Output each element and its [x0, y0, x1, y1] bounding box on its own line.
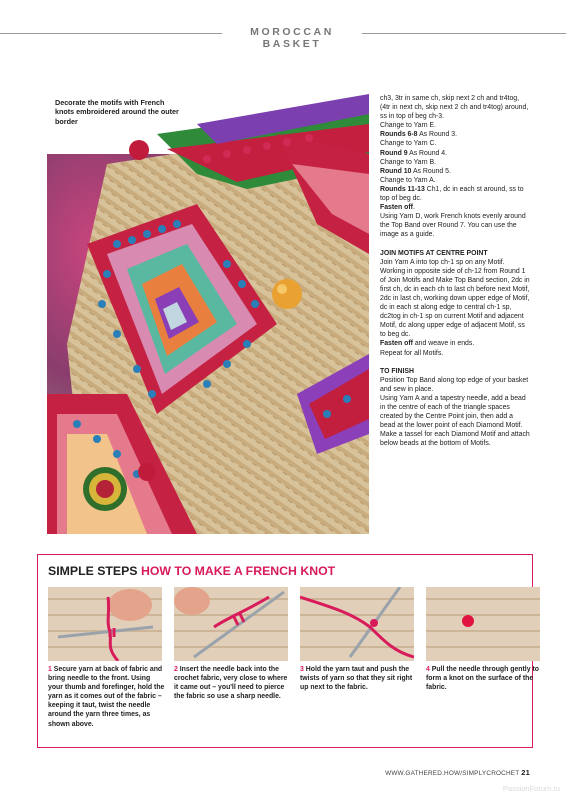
- french-knot-heading: HOW TO MAKE A FRENCH KNOT: [140, 564, 336, 578]
- instruction-text: .: [412, 204, 415, 212]
- instruction-bold-text: Round 9: [380, 149, 408, 157]
- step-2-illustration: [174, 587, 288, 661]
- instruction-bold-text: JOIN MOTIFS AT CENTRE POINT: [380, 249, 488, 257]
- instruction-text: Using Yarn A and a tapestry needle, add a bead in the centre of each of the triangle spaces created by the Centre Point join, then add a bead at the lower point of each Diamond Motif. Make a tassel for each Diamond Motif and attach below beads at the bottom of Motifs.: [380, 394, 530, 448]
- step-description: Secure yarn at back of fabric and bring needle to the front. Using your thumb and forefinger, hold the yarn as it comes out of the fabric – keeping it taut, twist the needle around the yarn three times, as shown above.: [48, 666, 165, 728]
- paragraph-gap: [380, 358, 530, 367]
- header-rule-right: [362, 33, 566, 34]
- step-number: 2: [174, 666, 178, 673]
- instruction-paragraph: [380, 212, 530, 239]
- simple-steps-title: [48, 564, 335, 578]
- instruction-paragraph: [380, 249, 530, 258]
- instruction-text: Change to Yarn A.: [380, 176, 436, 184]
- step-description: Pull the needle through gently to form a knot on the surface of the fabric.: [426, 666, 539, 692]
- instruction-bold-text: Fasten off: [380, 204, 413, 212]
- step-1-image: [48, 587, 162, 661]
- step-number: 1: [48, 666, 52, 673]
- instruction-text: and weave in ends.: [412, 340, 475, 348]
- instruction-paragraph: [380, 394, 530, 449]
- watermark: PassionForum.ru: [502, 784, 560, 793]
- step-2-text: [174, 665, 292, 701]
- instruction-paragraph: [380, 203, 530, 212]
- instruction-paragraph: [380, 258, 530, 340]
- photo-caption: Decorate the motifs with French knots embroidered around the outer border: [55, 98, 179, 126]
- page-footer: [330, 768, 530, 777]
- instruction-text: Join Yarn A into top ch-1 sp on any Motif. Working in opposite side of ch-12 from Round 1 of Join Motifs and Make Top Band section, 2dc in first ch, dc in each ch to last ch before next Motif, 2dc in last ch, working down upper edge of Motif, dc in each st along edge to central ch-1 sp, dc2tog in ch-1 sp on current Motif and adjacent Motif, dc along upper edge of adjacent Motif, ss to beg dc.: [380, 258, 530, 339]
- instruction-text: As Round 3.: [417, 131, 457, 139]
- step-3-text: [300, 665, 418, 692]
- step-4-illustration: [426, 587, 540, 661]
- instructions-column: [380, 94, 530, 448]
- instruction-bold-text: Rounds 11-13: [380, 185, 425, 193]
- page-section-title: MOROCCAN BASKET: [250, 26, 334, 50]
- step-number: 4: [426, 666, 430, 673]
- instruction-text: As Round 5.: [411, 167, 451, 175]
- step-3-image: [300, 587, 414, 661]
- step-2-image: [174, 587, 288, 661]
- instruction-paragraph: [380, 139, 530, 148]
- instruction-text: Change to Yarn C.: [380, 140, 437, 148]
- instruction-text: Ch1, dc in each st around, ss to top of beg dc.: [380, 185, 524, 203]
- instruction-paragraph: [380, 130, 530, 139]
- instruction-paragraph: [380, 176, 530, 185]
- instruction-paragraph: [380, 158, 530, 167]
- simple-steps-label: SIMPLE STEPS: [48, 564, 138, 578]
- step-4-image: [426, 587, 540, 661]
- step-number: 3: [300, 666, 304, 673]
- instruction-paragraph: [380, 94, 530, 121]
- step-description: Hold the yarn taut and push the twists of yarn so that they sit right up next to the fabric.: [300, 666, 413, 692]
- instruction-paragraph: [380, 167, 530, 176]
- header-rule-left: [0, 33, 222, 34]
- instruction-bold-text: Round 10: [380, 167, 412, 175]
- instruction-text: As Round 4.: [407, 149, 448, 157]
- instruction-text: Change to Yarn B.: [380, 158, 437, 166]
- basket-photo: [47, 94, 369, 534]
- simple-steps-box: [37, 554, 539, 748]
- instruction-paragraph: [380, 339, 530, 348]
- instruction-text: ch3, 3tr in same ch, skip next 2 ch and tr4tog, (4tr in next ch, skip next 2 ch and tr4tog) around, ss in top of beg ch-3.: [380, 95, 529, 121]
- step-description: Insert the needle back into the crochet fabric, very close to where it came out – you'll need to pierce the fabric so use a sharp needle.: [174, 666, 288, 701]
- instruction-paragraph: [380, 185, 530, 203]
- instruction-bold-text: Fasten off: [380, 340, 413, 348]
- instruction-bold-text: TO FINISH: [380, 367, 414, 375]
- step-1-text: [48, 665, 166, 729]
- paragraph-gap: [380, 240, 530, 249]
- page-number: 21: [521, 768, 530, 777]
- instruction-paragraph: [380, 121, 530, 130]
- instruction-text: Position Top Band along top edge of your basket and sew in place.: [380, 376, 529, 393]
- instruction-text: Using Yarn D, work French knots evenly around the Top Band over Round 7. You can use the image as a guide.: [380, 213, 526, 239]
- instruction-text: Change to Yarn E.: [380, 122, 437, 130]
- step-3-illustration: [300, 587, 414, 661]
- footer-url: WWW.GATHERED.HOW/SIMPLYCROCHET: [385, 770, 520, 777]
- instruction-paragraph: [380, 149, 530, 158]
- instruction-paragraph: [380, 367, 530, 376]
- step-4-text: [426, 665, 544, 692]
- instruction-bold-text: Rounds 6-8: [380, 131, 418, 139]
- instruction-text: Repeat for all Motifs.: [380, 349, 444, 357]
- basket-photo-illustration: [47, 94, 369, 534]
- step-1-illustration: [48, 587, 162, 661]
- instruction-paragraph: [380, 376, 530, 394]
- instruction-paragraph: [380, 349, 530, 358]
